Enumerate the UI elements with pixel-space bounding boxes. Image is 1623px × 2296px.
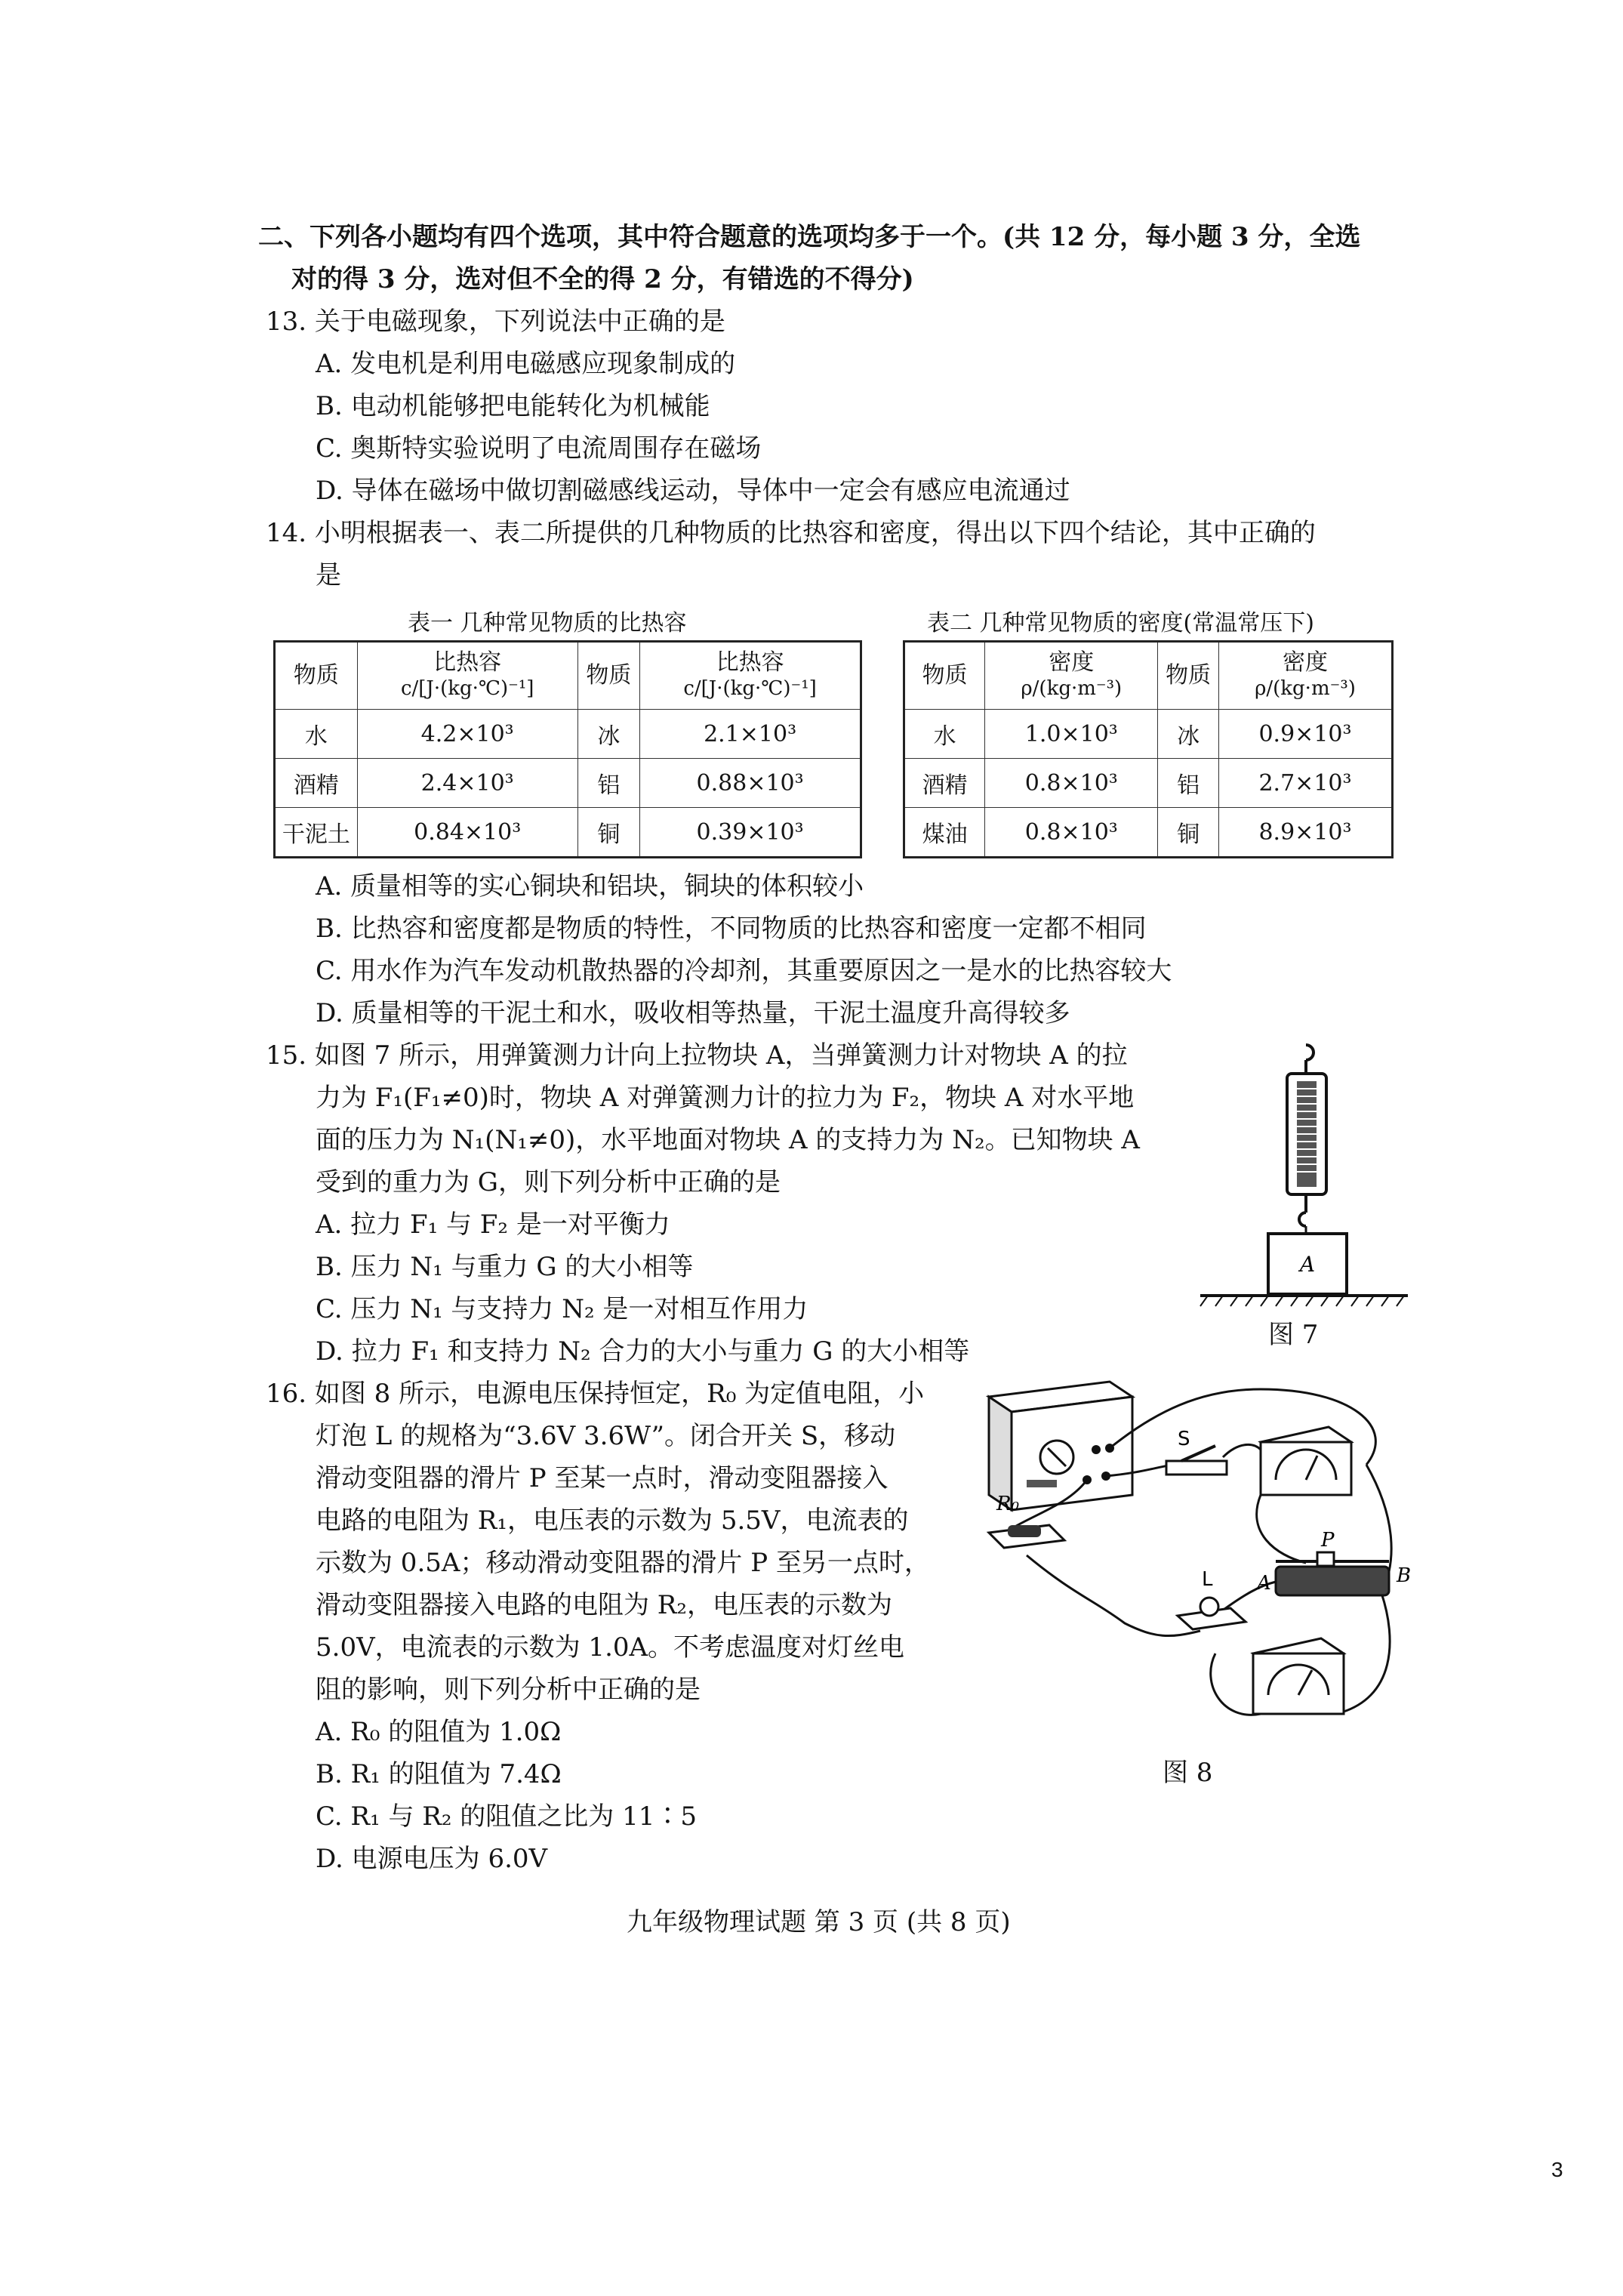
table-cell: 0.8×10³: [985, 759, 1158, 808]
table-cell: 干泥土: [275, 808, 358, 858]
table-cell: 8.9×10³: [1219, 808, 1393, 858]
terminal-b-label: B: [1397, 1564, 1412, 1587]
q15-option-d: D. 拉力 F₁ 和支持力 N₂ 合力的大小与重力 G 的大小相等: [316, 1336, 970, 1367]
q13-option-b: B. 电动机能够把电能转化为机械能: [316, 391, 710, 421]
q14-option-a: A. 质量相等的实心铜块和铝块，铜块的体积较小: [316, 871, 864, 901]
q16-option-d: D. 电源电压为 6.0V: [316, 1844, 548, 1874]
table-cell: 0.84×10³: [357, 808, 577, 858]
q13-option-a: A. 发电机是利用电磁感应现象制成的: [316, 349, 736, 379]
q16-stem-line5: 示数为 0.5A；移动滑动变阻器的滑片 P 至另一点时，: [316, 1548, 930, 1578]
q14-option-d: D. 质量相等的干泥土和水，吸收相等热量，干泥土温度升高得较多: [316, 998, 1070, 1028]
q14-option-b: B. 比热容和密度都是物质的特性，不同物质的比热容和密度一定都不相同: [316, 914, 1147, 944]
figure-7-caption: 图 7: [1268, 1320, 1319, 1350]
table-cell: 冰: [1158, 710, 1219, 759]
table-cell: 4.2×10³: [357, 710, 577, 759]
figure-8-circuit: [974, 1367, 1412, 1744]
table-cell: 煤油: [904, 808, 985, 858]
table-row: [275, 710, 861, 759]
table-cell: 酒精: [275, 759, 358, 808]
switch-icon: [1166, 1446, 1227, 1475]
voltmeter-icon: [1253, 1638, 1344, 1714]
section-heading-line2: 对的得 3 分，选对但不全的得 2 分，有错选的不得分): [291, 264, 914, 294]
q15-stem-line3: 面的压力为 N₁(N₁≠0)，水平地面对物块 A 的支持力为 N₂。已知物块 A: [316, 1125, 1140, 1155]
table-cell: 0.88×10³: [640, 759, 861, 808]
q14-stem-line2: 是: [316, 560, 341, 590]
q15-option-a: A. 拉力 F₁ 与 F₂ 是一对平衡力: [316, 1210, 670, 1240]
table1-header-substance-2: 物质: [577, 642, 640, 710]
q14-stem-line1: 14. 小明根据表一、表二所提供的几种物质的比热容和密度，得出以下四个结论，其中正确的: [266, 518, 1316, 548]
table-row: [904, 710, 1393, 759]
table-row: [904, 808, 1393, 858]
table1-header-substance: 物质: [275, 642, 358, 710]
q15-stem-line2: 力为 F₁(F₁≠0)时，物块 A 对弹簧测力计的拉力为 F₂，物块 A 对水平地: [316, 1083, 1135, 1113]
table2-header-value: 密度 ρ/(kg·m⁻³): [985, 642, 1158, 710]
table-cell: 铜: [1158, 808, 1219, 858]
q15-stem-line4: 受到的重力为 G，则下列分析中正确的是: [316, 1167, 781, 1197]
fixed-resistor-r0-icon: [989, 1525, 1064, 1548]
ammeter-icon: [1261, 1427, 1351, 1495]
table-cell: 2.1×10³: [640, 710, 861, 759]
q16-option-b: B. R₁ 的阻值为 7.4Ω: [316, 1759, 562, 1789]
table-row: [275, 759, 861, 808]
q14-option-c: C. 用水作为汽车发动机散热器的冷却剂，其重要原因之一是水的比热容较大: [316, 956, 1172, 986]
figure-7-spring-scale: [1193, 1034, 1412, 1314]
lamp-label: L: [1202, 1568, 1213, 1591]
table2-header-substance: 物质: [904, 642, 985, 710]
table2-header-value-2: 密度 ρ/(kg·m⁻³): [1219, 642, 1393, 710]
table2-density: [903, 640, 1394, 858]
q15-option-b: B. 压力 N₁ 与重力 G 的大小相等: [316, 1252, 694, 1282]
table1-header-value-2: 比热容 c/[J·(kg·℃)⁻¹]: [640, 642, 861, 710]
q16-stem-line3: 滑动变阻器的滑片 P 至某一点时，滑动变阻器接入: [316, 1463, 888, 1493]
table1-caption: 表一 几种常见物质的比热容: [408, 610, 687, 636]
table-cell: 水: [904, 710, 985, 759]
table-cell: 铝: [1158, 759, 1219, 808]
table-cell: 0.8×10³: [985, 808, 1158, 858]
table-cell: 水: [275, 710, 358, 759]
q16-stem-line1: 16. 如图 8 所示，电源电压保持恒定，R₀ 为定值电阻，小: [266, 1379, 925, 1409]
terminal-a-label: A: [1257, 1572, 1271, 1595]
q16-stem-line2: 灯泡 L 的规格为“3.6V 3.6W”。闭合开关 S，移动: [316, 1421, 896, 1451]
table-cell: 0.9×10³: [1219, 710, 1393, 759]
q15-stem-line1: 15. 如图 7 所示，用弹簧测力计向上拉物块 A，当弹簧测力计对物块 A 的拉: [266, 1040, 1128, 1071]
page-footer: 九年级物理试题 第 3 页 (共 8 页): [627, 1907, 1011, 1937]
table1-specific-heat: [273, 640, 862, 858]
table-cell: 酒精: [904, 759, 985, 808]
q15-option-c: C. 压力 N₁ 与支持力 N₂ 是一对相互作用力: [316, 1294, 808, 1324]
table-row: [904, 759, 1393, 808]
q16-stem-line7: 5.0V，电流表的示数为 1.0A。不考虑温度对灯丝电: [316, 1632, 905, 1663]
table-cell: 2.7×10³: [1219, 759, 1393, 808]
r0-label: R₀: [996, 1493, 1019, 1515]
table2-header-substance-2: 物质: [1158, 642, 1219, 710]
top-hook-icon: [1306, 1045, 1313, 1060]
table-cell: 铝: [577, 759, 640, 808]
q16-stem-line6: 滑动变阻器接入电路的电阻为 R₂，电压表的示数为: [316, 1590, 893, 1620]
table-cell: 冰: [577, 710, 640, 759]
q13-stem: 13. 关于电磁现象，下列说法中正确的是: [266, 307, 725, 337]
bottom-hook-icon: [1299, 1213, 1306, 1226]
q13-option-d: D. 导体在磁场中做切割磁感线运动，导体中一定会有感应电流通过: [316, 476, 1070, 506]
section-heading-line1: 二、下列各小题均有四个选项，其中符合题意的选项均多于一个。(共 12 分，每小题 3 分，全选: [258, 222, 1361, 252]
page-number: 3: [1551, 2158, 1563, 2181]
figure-8-caption: 图 8: [1163, 1758, 1213, 1788]
q16-option-a: A. R₀ 的阻值为 1.0Ω: [316, 1717, 562, 1747]
table-cell: 0.39×10³: [640, 808, 861, 858]
table-cell: 2.4×10³: [357, 759, 577, 808]
table-cell: 1.0×10³: [985, 710, 1158, 759]
q16-stem-line8: 阻的影响，则下列分析中正确的是: [316, 1675, 701, 1705]
table-cell: 铜: [577, 808, 640, 858]
q16-stem-line4: 电路的电阻为 R₁，电压表的示数为 5.5V，电流表的: [316, 1505, 909, 1536]
slider-p-label: P: [1321, 1529, 1335, 1552]
table2-caption: 表二 几种常见物质的密度(常温常压下): [927, 610, 1314, 636]
q13-option-c: C. 奥斯特实验说明了电流周围存在磁场: [316, 433, 762, 464]
q16-option-c: C. R₁ 与 R₂ 的阻值之比为 11∶5: [316, 1801, 698, 1832]
table-row: [275, 808, 861, 858]
block-a-label: A: [1299, 1252, 1316, 1277]
table1-header-value: 比热容 c/[J·(kg·℃)⁻¹]: [357, 642, 577, 710]
switch-label: S: [1178, 1428, 1190, 1450]
